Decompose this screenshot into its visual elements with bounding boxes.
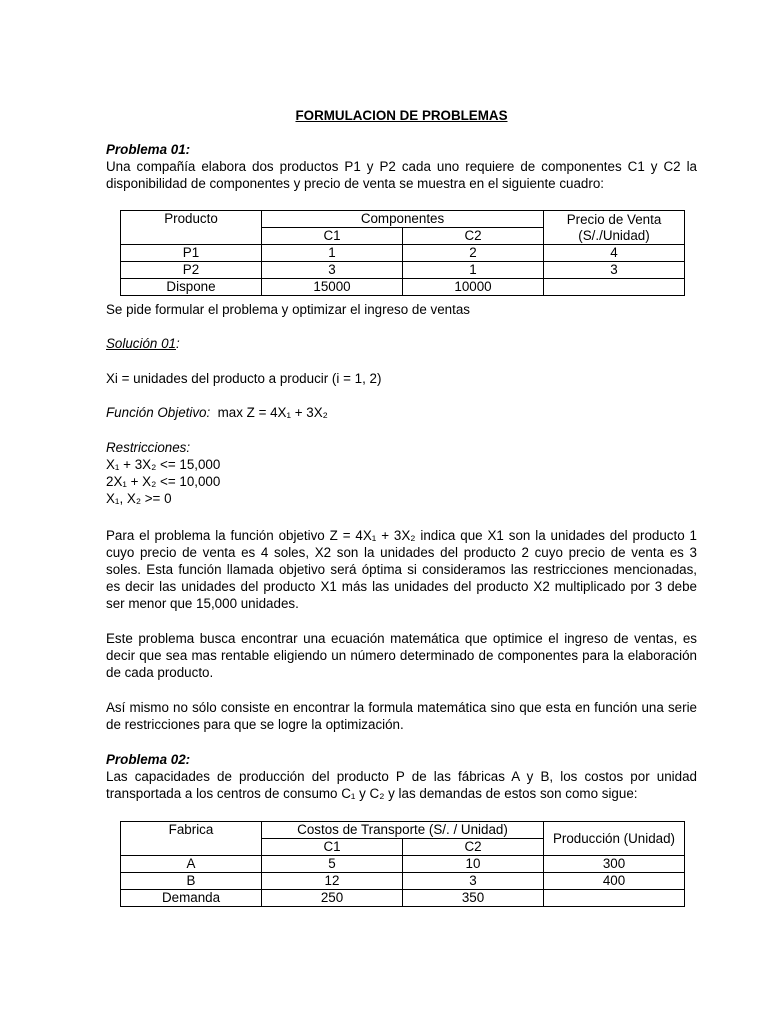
table-header-row (121, 822, 685, 839)
problem-1-ask: Se pide formular el problema y optimizar el ingreso de ventas (106, 302, 470, 317)
cell-c1: 3 (262, 262, 403, 279)
header-producto: Producto (121, 211, 262, 245)
cell-price: 4 (544, 245, 685, 262)
solution-1-heading-colon: : (175, 336, 180, 351)
problem-1-section (106, 141, 697, 192)
cell-production: 400 (544, 873, 685, 890)
restrictions-block (106, 439, 697, 507)
header-c1: C1 (262, 839, 403, 856)
components-table (120, 210, 685, 296)
problem-1-heading: Problema 01: (106, 142, 191, 157)
page-title: FORMULACION DE PROBLEMAS (295, 108, 508, 123)
solution-1-heading-block (106, 335, 697, 352)
cell-c2: 350 (403, 890, 544, 907)
header-produccion: Producción (Unidad) (544, 822, 685, 856)
row-label: A (121, 856, 262, 873)
restriction-1: X₁ + 3X₂ <= 15,000 (106, 457, 221, 472)
problem-1-intro: Una compañía elabora dos productos P1 y P2 cada uno requiere de componentes C1 y C2 la disponibilidad de componentes y precio de venta se muestra en el siguiente cuadro: (106, 159, 697, 191)
cell-c1: 15000 (262, 279, 403, 296)
header-c2: C2 (403, 228, 544, 245)
solution-1-heading-text: Solución 01 (106, 336, 176, 351)
header-fabrica: Fabrica (121, 822, 262, 856)
restriction-2: 2X₁ + X₂ <= 10,000 (106, 474, 221, 489)
explanation-paragraph-3-block (106, 699, 697, 733)
restrictions-label: Restricciones: (106, 440, 191, 455)
cell-c2: 10000 (403, 279, 544, 296)
objective-function (106, 404, 697, 421)
cell-c1: 5 (262, 856, 403, 873)
table-row (121, 262, 685, 279)
objective-function-expression: max Z = 4X₁ + 3X₂ (217, 405, 328, 420)
objective-function-block (106, 404, 697, 421)
header-c1: C1 (262, 228, 403, 245)
explanation-paragraph-3: Así mismo no sólo consiste en encontrar la formula matemática sino que esta en función una serie de restricciones para que se logre la optimización. (106, 700, 697, 732)
cell-c2: 10 (403, 856, 544, 873)
header-c2: C2 (403, 839, 544, 856)
explanation-paragraph-1-block (106, 527, 697, 612)
cell-c2: 3 (403, 873, 544, 890)
table-header-row (121, 211, 685, 228)
explanation-paragraph-2: Este problema busca encontrar una ecuación matemática que optimice el ingreso de ventas, es decir que sea mas rentable eligiendo un número determinado de componentes para la elaboración de cada producto. (106, 631, 697, 680)
row-label: P2 (121, 262, 262, 279)
explanation-paragraph-2-block (106, 630, 697, 681)
transport-table (120, 821, 685, 907)
restriction-3: X₁, X₂ >= 0 (106, 491, 172, 506)
cell-c2: 2 (403, 245, 544, 262)
row-label: P1 (121, 245, 262, 262)
cell-c1: 12 (262, 873, 403, 890)
variable-definition-block (106, 370, 697, 387)
header-precio: Precio de Venta (S/./Unidad) (544, 211, 685, 245)
cell-c1: 250 (262, 890, 403, 907)
problem-2-intro: Las capacidades de producción del producto P de las fábricas A y B, los costos por unidad transportada a los centros de consumo C₁ y C₂ y las demandas de estos son como sigue: (106, 769, 697, 801)
header-componentes: Componentes (262, 211, 544, 228)
problem-1-ask-block (106, 301, 697, 318)
row-label: Dispone (121, 279, 262, 296)
cell-c2: 1 (403, 262, 544, 279)
row-label: Demanda (121, 890, 262, 907)
header-costos: Costos de Transporte (S/. / Unidad) (262, 822, 544, 839)
problem-2-heading: Problema 02: (106, 752, 191, 767)
variable-definition: Xi = unidades del producto a producir (i = 1, 2) (106, 371, 382, 386)
table-row (121, 890, 685, 907)
cell-production (544, 890, 685, 907)
row-label: B (121, 873, 262, 890)
table-row (121, 245, 685, 262)
problem-2-section (106, 751, 697, 802)
table-row (121, 279, 685, 296)
solution-1-heading (106, 335, 697, 352)
cell-price (544, 279, 685, 296)
cell-c1: 1 (262, 245, 403, 262)
cell-price: 3 (544, 262, 685, 279)
table-row (121, 856, 685, 873)
objective-function-label: Función Objetivo: (106, 405, 211, 420)
cell-production: 300 (544, 856, 685, 873)
table-row (121, 873, 685, 890)
explanation-paragraph-1: Para el problema la función objetivo Z = 4X₁ + 3X₂ indica que X1 son la unidades del producto 1 cuyo precio de venta es 4 soles, X2 son la unidades del producto 2 cuyo precio de venta es 3 soles. Esta función llamada objetivo será óptima si consideramos las restricciones mencionadas, es decir las unidades del producto X1 más las unidades del producto X2 multiplicado por 3 debe ser menor que 15,000 unidades. (106, 528, 697, 611)
